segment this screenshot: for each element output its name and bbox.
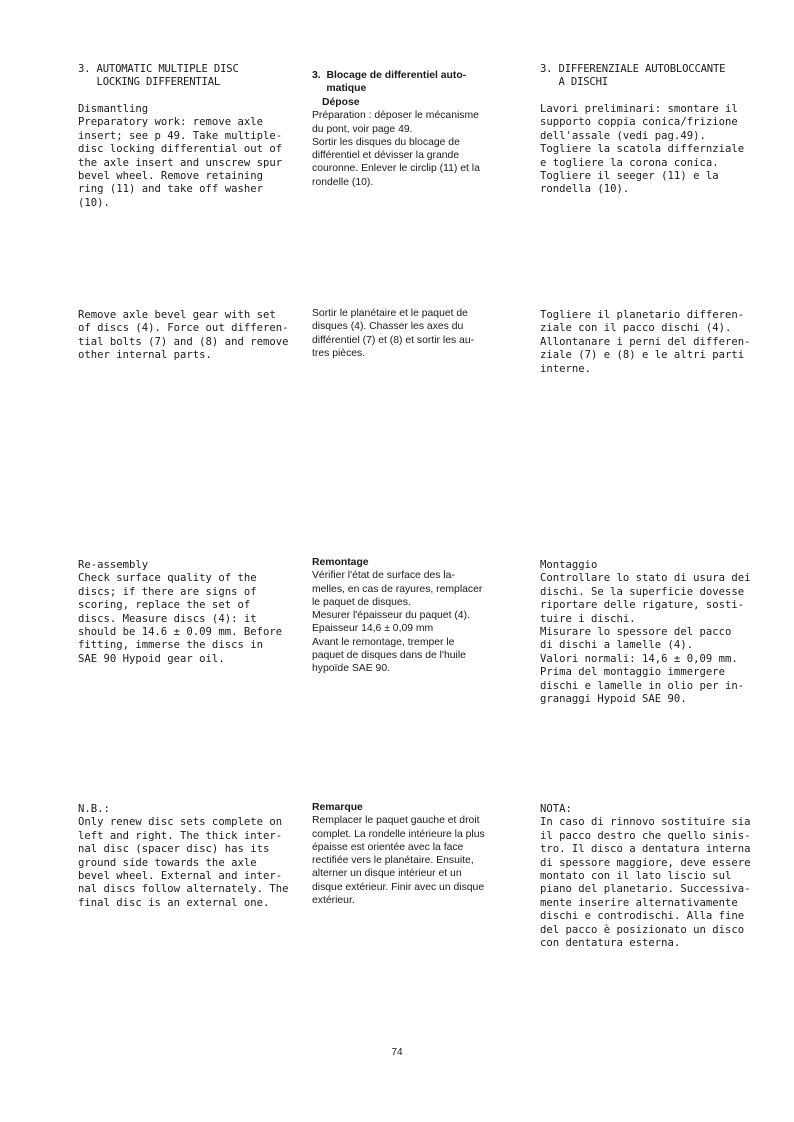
italian-montaggio-line: di dischi a lamelle (4). [540,639,694,652]
italian-lavori-line: rondella (10). [540,183,630,196]
french-remarque-line: épaisse est orientée avec la face [312,841,464,853]
french-remontage-line: hypoïde SAE 90. [312,663,390,675]
italian-montaggio-heading: Montaggio [540,559,598,571]
english-dismantling-line: Preparatory work: remove axle [78,116,263,129]
italian-lavori-line: Lavori preliminari: smontare il [540,103,738,115]
italian-togliere-line: ziale con il pacco dischi (4). [540,322,732,335]
italian-lavori-section [540,103,744,197]
french-depose-heading: Dépose [322,97,360,108]
french-depose-line: Préparation : déposer le mécanisme [312,110,479,122]
italian-togliere-line: Togliere il planetario differen- [540,309,745,321]
english-dismantling-line: (10). [78,196,110,209]
italian-nota-line: di spessore maggiore, deve essere [540,856,751,869]
italian-nota-line: tro. Il disco a dentatura interna [540,843,751,856]
english-reassembly-line: scoring, replace the set of [78,599,251,612]
english-nb-heading: N.B.: [78,803,110,815]
french-sortir-line: disques (4). Chasser les axes du [312,321,464,333]
italian-nota-section [540,803,750,950]
english-reassembly-line: fitting, immerse the discs in [78,639,263,652]
english-dismantling-line: insert; see p 49. Take multiple- [78,129,283,142]
french-remarque-line: alterner un disque intérieur et un [312,868,462,880]
french-remontage-line: melles, en cas de rayures, remplacer [312,583,483,595]
french-remarque-line: disque extérieur. Finir avec un disque [312,881,485,893]
english-nb-section [78,803,288,910]
english-reassembly-line: discs; if there are signs of [78,585,257,598]
english-nb-line: nal discs follow alternately. The [78,883,289,896]
italian-togliere-section [540,309,750,376]
italian-nota-line: montato con il lato liscio sul [540,870,732,883]
french-sortir-line: différentiel (7) et (8) et sortir les au- [312,334,475,346]
english-remove-line: tial bolts (7) and (8) and remove [78,335,289,348]
italian-montaggio-line: riportare delle rigature, sosti- [540,599,745,612]
french-depose-line: Sortir les disques du blocage de [312,136,460,148]
italian-lavori-line: e togliere la corona conica. [540,156,719,169]
french-title-line-1: 3. Blocage de differentiel auto- [312,70,467,81]
italian-nota-line: del pacco è posizionato un disco [540,923,745,936]
french-remontage-line: Avant le remontage, tremper le [312,636,455,648]
french-depose-line: différentiel et dévisser la grande [312,150,460,162]
english-dismantling-line: disc locking differential out of [78,143,283,156]
italian-montaggio-line: dischi. Se la superficie dovesse [540,585,745,598]
french-remontage-line: Mesurer l'épaisseur du paquet (4). [312,610,470,622]
italian-montaggio-line: Valori normali: 14,6 ± 0,09 mm. [540,652,738,665]
italian-montaggio-line: Controllare lo stato di usura dei [540,572,751,585]
english-reassembly-line: SAE 90 Hypoid gear oil. [78,652,225,665]
italian-togliere-line: interne. [540,362,592,375]
english-reassembly-line: Check surface quality of the [78,572,257,585]
italian-montaggio-section [540,559,750,706]
italian-togliere-line: Allontanare i perni del differen- [540,335,751,348]
italian-nota-line: In caso di rinnovo sostituire sia [540,816,751,829]
italian-nota-line: con dentatura esterna. [540,937,681,950]
english-remove-section [78,309,288,363]
italian-montaggio-line: Misurare lo spessore del pacco [540,626,732,639]
english-remove-line: Remove axle bevel gear with set [78,309,276,321]
english-title [78,63,239,90]
french-remontage-section [312,556,482,676]
english-reassembly-line: should be 14.6 ± 0.09 mm. Before [78,626,283,639]
french-depose-line: couronne. Enlever le circlip (11) et la [312,163,480,175]
italian-lavori-line: supporto coppia conica/frizione [540,116,738,129]
french-remarque-line: Remplacer le paquet gauche et droit [312,815,480,827]
english-reassembly-line: discs. Measure discs (4): it [78,612,257,625]
english-dismantling-line: bevel wheel. Remove retaining [78,170,263,183]
english-nb-line: ground side towards the axle [78,856,257,869]
english-title-line-1: 3. AUTOMATIC MULTIPLE DISC [78,63,239,75]
french-remontage-line: Vérifier l'état de surface des la- [312,570,455,582]
italian-nota-heading: NOTA: [540,803,572,815]
italian-montaggio-line: dischi e lamelle in olio per in- [540,679,745,692]
english-dismantling-line: the axle insert and unscrew spur [78,156,283,169]
italian-montaggio-line: tuire i dischi. [540,612,636,625]
english-title-line-2: LOCKING DIFFERENTIAL [78,76,221,89]
italian-nota-line: dischi e controdischi. Alla fine [540,910,745,923]
italian-togliere-line: ziale (7) e (8) e le altri parti [540,349,745,362]
english-remove-line: other internal parts. [78,349,212,362]
english-nb-line: left and right. The thick inter- [78,829,283,842]
english-reassembly-heading: Re-assembly [78,559,149,571]
french-remontage-line: paquet de disques dans de l'huile [312,650,466,662]
italian-lavori-line: Togliere la scatola differnziale [540,143,745,156]
french-remontage-line: le paquet de disques. [312,596,411,608]
french-title [312,69,466,96]
english-dismantling-section [78,103,282,210]
french-remarque-section [312,801,485,907]
french-remarque-line: extérieur. [312,895,355,907]
italian-lavori-line: Togliere il seeger (11) e la [540,170,719,183]
italian-nota-line: piano del planetario. Successiva- [540,883,751,896]
english-remove-line: of discs (4). Force out differen- [78,322,289,335]
french-remarque-line: rectifiée vers le planétaire. Ensuite, [312,855,474,867]
italian-nota-line: il pacco destro che quello sinis- [540,829,751,842]
french-depose-line: du pont, voir page 49. [312,123,413,135]
italian-montaggio-line: granaggi Hypoid SAE 90. [540,693,687,706]
french-sortir-line: tres pièces. [312,347,366,359]
english-reassembly-section [78,559,282,666]
italian-title [540,63,725,90]
french-remarque-line: complet. La rondelle intérieure la plus [312,828,485,840]
french-depose-line: rondelle (10). [312,176,374,188]
english-nb-line: Only renew disc sets complete on [78,816,283,829]
italian-lavori-line: dell'assale (vedi pag.49). [540,129,706,142]
page-number: 74 [391,1047,403,1058]
english-dismantling-line: ring (11) and take off washer [78,183,263,196]
italian-title-line-1: 3. DIFFERENZIALE AUTOBLOCCANTE [540,63,726,75]
french-remontage-heading: Remontage [312,557,369,568]
french-sortir-section [312,307,474,360]
french-title-line-2: matique [312,83,367,95]
italian-title-line-2: A DISCHI [540,76,608,89]
english-nb-line: bevel wheel. External and inter- [78,870,283,883]
french-remontage-line: Epaisseur 14,6 ± 0,09 mm [312,623,434,635]
italian-nota-line: mente inserire alternativamente [540,896,738,909]
french-depose-section [312,96,480,189]
english-dismantling-heading: Dismantling [78,103,149,115]
italian-montaggio-line: Prima del montaggio immergere [540,666,725,679]
french-remarque-heading: Remarque [312,802,363,813]
english-nb-line: nal disc (spacer disc) has its [78,843,270,856]
french-sortir-line: Sortir le planétaire et le paquet de [312,308,468,319]
english-nb-line: final disc is an external one. [78,896,270,909]
